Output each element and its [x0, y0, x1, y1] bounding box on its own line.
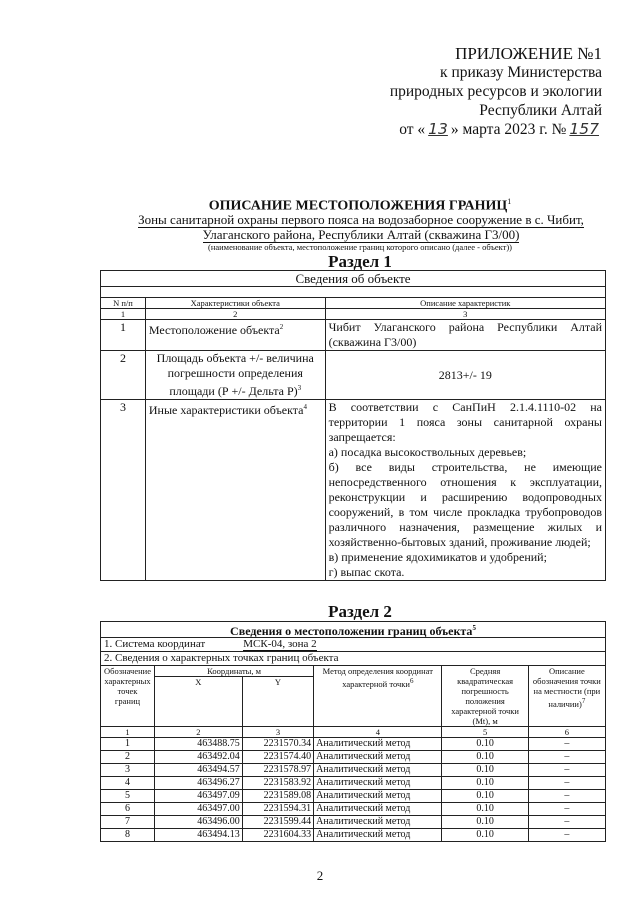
- table-title: Сведения о местоположении границ объекта$^5$: [101, 622, 606, 638]
- table-row: 2 463492.04 2231574.40 Аналитический метод 0.10 –: [101, 751, 606, 764]
- col-index: 1: [101, 309, 146, 320]
- col-index: 2: [154, 727, 242, 738]
- row-number: 2: [101, 351, 146, 400]
- table-title: Сведения об объекте: [101, 271, 606, 287]
- col-index: 6: [528, 727, 605, 738]
- table-row: 1 463488.75 2231570.34 Аналитический метод 0.10 –: [101, 738, 606, 751]
- characteristic-value: Чибит Улаганского района Республики Алтай (скважина Г3/00): [325, 320, 605, 351]
- col-header: Характеристики объекта: [145, 298, 325, 309]
- col-header-y: Y: [242, 677, 313, 727]
- section2-heading: Раздел 2: [328, 602, 392, 621]
- order-line: к приказу Министерства: [440, 64, 602, 81]
- col-index: 3: [325, 309, 605, 320]
- object-name: Зоны санитарной охраны первого пояса на водозаборное сооружение в с. Чибит, Улаганского района, Республики Алтай (скважина Г3/00): [138, 212, 584, 242]
- object-caption: (наименование объекта, местоположение границ которого описано (далее - объект)): [207, 242, 513, 252]
- object-info-table: [100, 270, 606, 581]
- coordinate-system: 1. Система координат МСК-04, зона 2: [101, 638, 606, 652]
- characteristic-value: В соответствии с СанПиН 2.1.4.1110-02 на территории 1 пояса зоны санитарной охраны запрещается: а) посадка высокоствольных деревьев; б) все виды строительства, не имеющие непосредственного отношения к эксплуатации, реконструкции и расширению водопроводных сооружений, в том числе прокладка трубопроводов различного назначения, размещение жилых и хозяйственно-бытовых зданий, проживание людей; в) применение ядохимикатов и удобрений; г) выпас скота.: [325, 400, 605, 581]
- page-number: 2: [316, 868, 324, 883]
- col-index: 5: [442, 727, 528, 738]
- characteristic-name: Площадь объекта +/- величина погрешности определения площади (Р +/- Дельта Р)$^3$: [145, 351, 325, 400]
- table-row: 8 463494.13 2231604.33 Аналитический метод 0.10 –: [101, 829, 606, 842]
- col-header: N п/п: [101, 298, 146, 309]
- col-index: 4: [314, 727, 442, 738]
- table-row: 5 463497.09 2231589.08 Аналитический метод 0.10 –: [101, 790, 606, 803]
- table-row: 7 463496.00 2231599.44 Аналитический метод 0.10 –: [101, 816, 606, 829]
- characteristic-name: Иные характеристики объекта$^4$: [145, 400, 325, 581]
- appendix-title: ПРИЛОЖЕНИЕ №1: [455, 44, 602, 63]
- col-index: 2: [145, 309, 325, 320]
- boundary-points-table: [100, 621, 606, 842]
- col-header: Метод определения координат характерной точки$^6$: [314, 666, 442, 727]
- handwritten-number: 157: [569, 120, 599, 138]
- appendix-header: [342, 44, 602, 139]
- col-header: Средняя квадратическая погрешность положения характерной точки (Mt), м: [442, 666, 528, 727]
- col-header: Описание обозначения точки на местности (при наличии)$^7$: [528, 666, 605, 727]
- col-index: 3: [242, 727, 313, 738]
- col-header: Описание характеристик: [325, 298, 605, 309]
- republic-line: Республики Алтай: [479, 102, 602, 119]
- table-row: 6 463497.00 2231594.31 Аналитический метод 0.10 –: [101, 803, 606, 816]
- section1-heading: Раздел 1: [328, 252, 392, 271]
- document-title: ОПИСАНИЕ МЕСТОПОЛОЖЕНИЯ ГРАНИЦ$^1$: [208, 197, 512, 214]
- table-row: 3 463494.57 2231578.97 Аналитический метод 0.10 –: [101, 764, 606, 777]
- col-header: Координаты, м: [154, 666, 313, 677]
- characteristic-value: 2813+/- 19: [325, 351, 605, 400]
- col-header: Обозначение характерных точек границ: [101, 666, 155, 727]
- handwritten-day: 13: [428, 120, 448, 138]
- row-number: 3: [101, 400, 146, 581]
- ministry-line: природных ресурсов и экологии: [389, 83, 602, 100]
- col-header-x: X: [154, 677, 242, 727]
- characteristic-name: Местоположение объекта$^2$: [145, 320, 325, 351]
- row-number: 1: [101, 320, 146, 351]
- col-index: 1: [101, 727, 155, 738]
- points-label: 2. Сведения о характерных точках границ объекта: [101, 652, 606, 666]
- table-row: 4 463496.27 2231583.92 Аналитический метод 0.10 –: [101, 777, 606, 790]
- order-date: от « 13 » марта 2023 г. № 157: [342, 120, 602, 139]
